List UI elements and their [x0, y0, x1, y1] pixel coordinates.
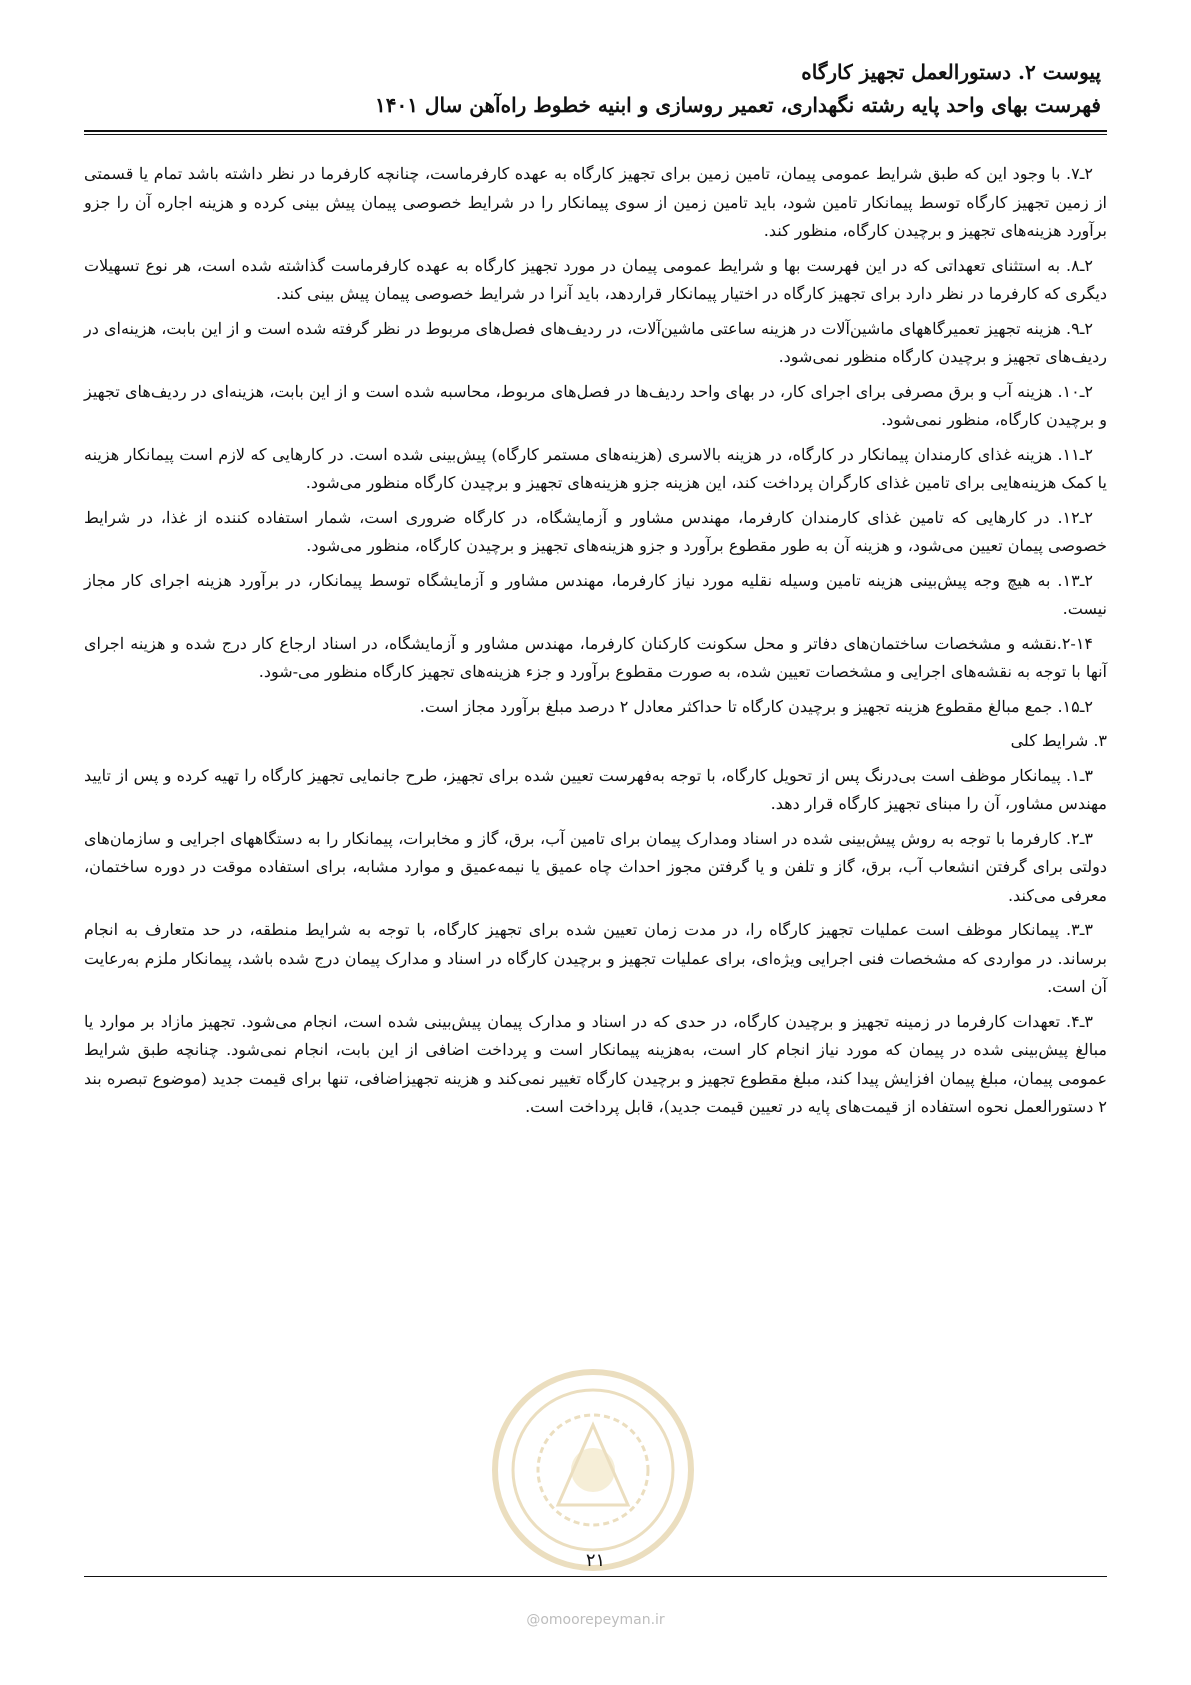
paragraph-2-12: ۲ـ۱۲. در کارهایی که تامین غذای کارمندان کارفرما، مهندس مشاور و آزمایشگاه، در کارگاه ضروری است، شمار استفاده کننده از غذا، در شرایط خصوصی پیمان تعیین می‌شود، و هزینه آن به طور مقطوع برآورد و جزو هزینه‌های تجهیز و برچیدن کارگاه، منظور می‌شود.: [84, 507, 1107, 555]
paragraph-2-7: ۲ـ۷. با وجود این که طبق شرایط عمومی پیمان، تامین زمین برای تجهیز کارگاه به عهده کارفرماست، چنانچه کارفرما در نظر داشته باشد تمام یا قسمتی از زمین تجهیز کارگاه توسط پیمانکار تامین شود، باید تامین زمین از سوی پیمانکار را در شرایط خصوصی پیمان پیش بینی کرده و هزینه اجاره آن را جزو برآورد هزینه‌های تجهیز و برچیدن کارگاه، منظور کند.: [84, 164, 1107, 240]
paragraph-2-13: ۲ـ۱۳. به هیچ وجه پیش‌بینی هزینه تامین وسیله نقلیه مورد نیاز کارفرما، مهندس مشاور و آزمایشگاه توسط پیمانکار، در برآورد هزینه اجرای کار مجاز نیست.: [84, 570, 1107, 618]
footer-rule: [84, 1576, 1107, 1577]
paragraph-3-2: ۳ـ۲. کارفرما با توجه به روش پیش‌بینی شده در اسناد ومدارک پیمان برای تامین آب، برق، گاز و مخابرات، پیمانکار را به دستگاههای اجرایی و سازمان‌های دولتی برای گرفتن انشعاب آب، برق، گاز و تلفن و یا گرفتن مجوز احداث چاه عمیق یا نیمه‌عمیق و موارد مشابه، برای استفاده موقت در دوره ساختمان، معرفی می‌کند.: [84, 828, 1107, 905]
paragraph-2-10: ۲ـ۱۰. هزینه آب و برق مصرفی برای اجرای کار، در بهای واحد ردیف‌ها در فصل‌های مربوط، محاسبه شده است و از این بابت، هزینه‌ای در ردیف‌های تجهیز و برچیدن کارگاه، منظور نمی‌شود.: [84, 381, 1107, 429]
header-subtitle: فهرست بهای واحد پایه رشته نگهداری، تعمیر روسازی و ابنیه خطوط راه‌آهن سال ۱۴۰۱: [375, 93, 1101, 117]
header-rule: [84, 130, 1107, 132]
section-3-title: ۳. شرایط کلی: [1010, 731, 1107, 750]
paragraph-3-3: ۳ـ۳. پیمانکار موظف است عملیات تجهیز کارگاه را، در مدت زمان تعیین شده برای تجهیز کارگاه، با توجه به شرایط منطقه، در حد متعارف به انجام برساند. در مواردی که مشخصات فنی اجرایی ویژه‌ای، برای عملیات تجهیز و برچیدن کارگاه در اسناد و مدارک پیمان درج شده باشد، پیمانکار ملزم به‌رعایت آن است.: [84, 920, 1107, 996]
paragraph-3-1: ۳ـ۱. پیمانکار موظف است بی‌درنگ پس از تحویل کارگاه، با توجه به‌فهرست تعیین شده برای تجهیز، طرح جانمایی تجهیز کارگاه را تهیه کرده و پس از تایید مهندس مشاور، آن را مبنای تجهیز کارگاه قرار دهد.: [84, 765, 1107, 813]
paragraph-2-11: ۲ـ۱۱. هزینه غذای کارمندان پیمانکار در کارگاه، در هزینه بالاسری (هزینه‌های مستمر کارگاه) پیش‌بینی شده است. در کارهایی که لازم است پیمانکار هزینه یا کمک هزینه‌هایی برای تامین غذای کارگران پرداخت کند، این هزینه جزو هزینه‌های تجهیز و برچیدن کارگاه منظور می‌شود.: [84, 444, 1107, 492]
page-number: ۲۱: [585, 1550, 606, 1571]
watermark-text: @omoorepeyman.ir: [526, 1612, 665, 1628]
watermark-seal-icon: [488, 1365, 698, 1575]
page-header: [90, 58, 1101, 120]
document-body: [84, 160, 1107, 1128]
paragraph-3-4: ۳ـ۴. تعهدات کارفرما در زمینه تجهیز و برچیدن کارگاه، در حدی که در اسناد و مدارک پیمان پیش‌بینی شده است، انجام می‌شود. تجهیز مازاد بر موارد یا مبالغ پیش‌بینی شده در پیمان که مورد نیاز انجام کار است، به‌هزینه پیمانکار است و پرداخت اضافی از این بابت، انجام نمی‌شود. چنانچه طبق شرایط عمومی پیمان، مبلغ پیمان افزایش پیدا کند، مبلغ مقطوع تجهیز و برچیدن کارگاه تغییر نمی‌کند و هزینه تجهیزاضافی، تنها برای قیمت جدید (موضوع تبصره بند ۲ دستورالعمل نحوه استفاده از قیمت‌های پایه در تعیین قیمت جدید)، قابل پرداخت است.: [84, 1011, 1107, 1116]
paragraph-2-9: ۲ـ۹. هزینه تجهیز تعمیرگاههای ماشین‌آلات در هزینه ساعتی ماشین‌آلات، در ردیف‌های فصل‌های مربوط در نظر گرفته شده است و از این بابت، هزینه‌ای در ردیف‌های تجهیز و برچیدن کارگاه منظور نمی‌شود.: [84, 318, 1107, 366]
paragraph-2-14: ۲-۱۴.نقشه و مشخصات ساختمان‌های دفاتر و محل سکونت کارکنان کارفرما، مهندس مشاور و آزمایشگاه، در اسناد ارجاع کار درج شده و هزینه اجرای آنها با توجه به نقشه‌های اجرایی و مشخصات تعیین شده، به صورت مقطوع برآورد و جزء هزینه‌های تجهیز کارگاه منظور می-شود.: [84, 633, 1107, 681]
paragraph-2-15: ۲ـ۱۵. جمع مبالغ مقطوع هزینه تجهیز و برچیدن کارگاه تا حداکثر معادل ۲ درصد مبلغ برآورد مجاز است.: [419, 696, 1093, 716]
header-title: پیوست ۲. دستورالعمل تجهیز کارگاه: [801, 60, 1101, 84]
header-rule-thin: [84, 134, 1107, 135]
paragraph-2-8: ۲ـ۸. به استثنای تعهداتی که در این فهرست بها و شرایط عمومی پیمان در مورد تجهیز کارگاه به عهده کارفرماست گذاشته شده است، هر نوع تسهیلات دیگری که کارفرما در نظر دارد برای تجهیز کارگاه در اختیار پیمانکار قراردهد، باید آنرا در شرایط خصوصی پیمان پیش بینی کند.: [84, 255, 1107, 303]
